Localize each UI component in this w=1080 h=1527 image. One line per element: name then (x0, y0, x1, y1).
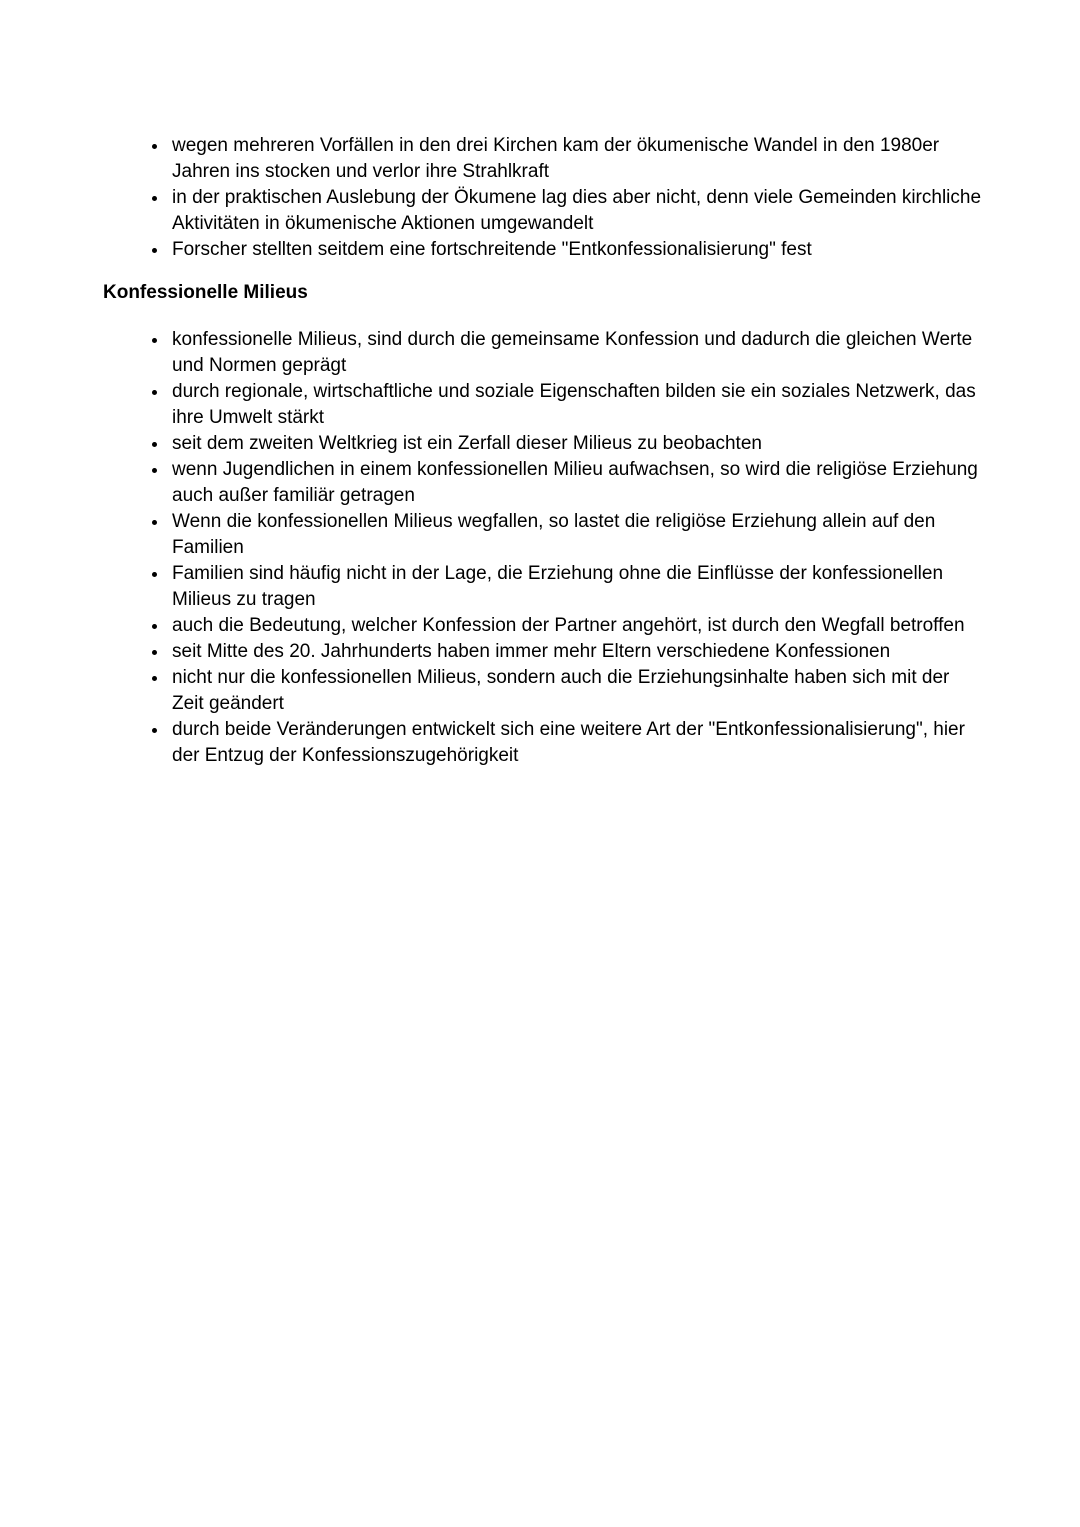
list-item: • durch beide Veränderungen entwickelt sich eine weitere Art der "Entkonfessionalisierung", hier der Entzug der Konfessionszugehörigkeit (169, 717, 985, 769)
list-item: • in der praktischen Auslebung der Ökumene lag dies aber nicht, denn viele Gemeinden kirchliche Aktivitäten in ökumenische Aktionen umgewandelt (169, 185, 985, 237)
list-item: • konfessionelle Milieus, sind durch die gemeinsame Konfession und dadurch die gleichen Werte und Normen geprägt (169, 327, 985, 379)
list-item: • wenn Jugendlichen in einem konfessionellen Milieu aufwachsen, so wird die religiöse Erziehung auch außer familiär getragen (169, 457, 985, 509)
list-item: • Wenn die konfessionellen Milieus wegfallen, so lastet die religiöse Erziehung allein auf den Familien (169, 509, 985, 561)
section-heading: Konfessionelle Milieus (103, 282, 308, 303)
list-item: • durch regionale, wirtschaftliche und soziale Eigenschaften bilden sie ein soziales Netzwerk, das ihre Umwelt stärkt (169, 379, 985, 431)
list-item: • auch die Bedeutung, welcher Konfession der Partner angehört, ist durch den Wegfall betroffen (169, 613, 985, 639)
intro-bullet-list (103, 133, 985, 263)
list-item: • Familien sind häufig nicht in der Lage, die Erziehung ohne die Einflüsse der konfessionellen Milieus zu tragen (169, 561, 985, 613)
list-item: • nicht nur die konfessionellen Milieus, sondern auch die Erziehungsinhalte haben sich mit der Zeit geändert (169, 665, 985, 717)
list-item: • Forscher stellten seitdem eine fortschreitende "Entkonfessionalisierung" fest (169, 237, 985, 263)
list-item: • seit Mitte des 20. Jahrhunderts haben immer mehr Eltern verschiedene Konfessionen (169, 639, 985, 665)
milieus-bullet-list (103, 327, 985, 769)
list-item: • wegen mehreren Vorfällen in den drei Kirchen kam der ökumenische Wandel in den 1980er Jahren ins stocken und verlor ihre Strahlkraft (169, 133, 985, 185)
list-item: • seit dem zweiten Weltkrieg ist ein Zerfall dieser Milieus zu beobachten (169, 431, 985, 457)
